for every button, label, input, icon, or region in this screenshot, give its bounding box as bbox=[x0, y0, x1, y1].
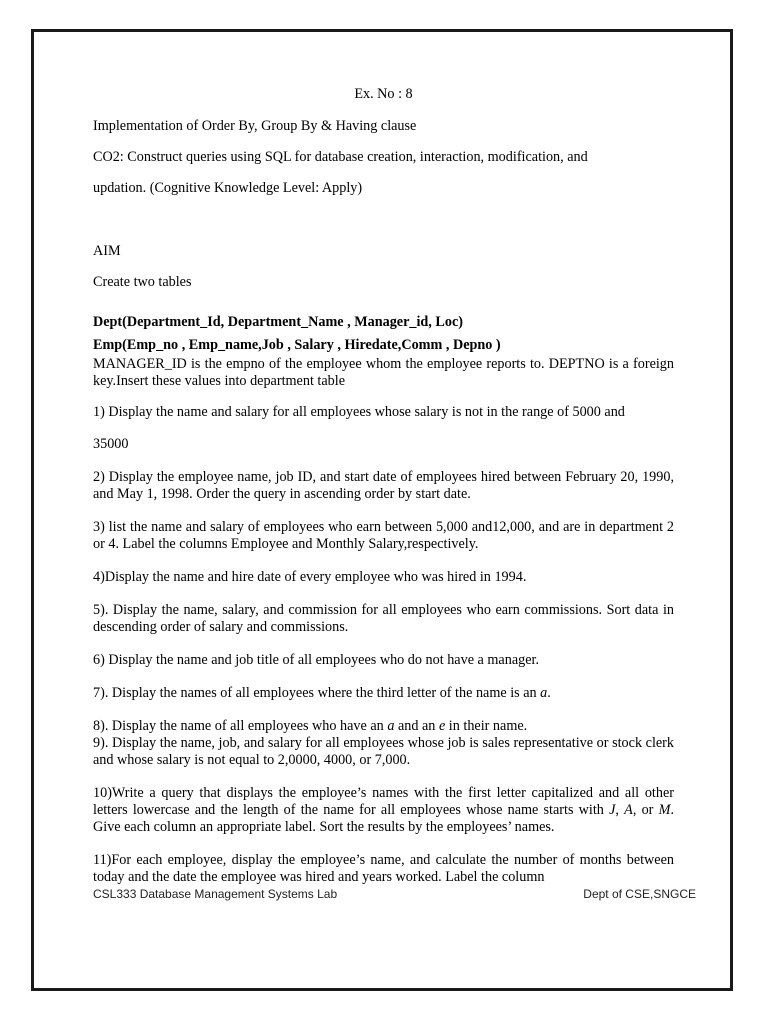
exercise-title: Implementation of Order By, Group By & Having clause bbox=[93, 118, 417, 134]
manager-note: MANAGER_ID is the empno of the employee whom the employee reports to. DEPTNO is a foreign key.Insert these values into department table bbox=[93, 356, 674, 389]
create-tables-text: Create two tables bbox=[93, 274, 192, 290]
question-6: 6) Display the name and job title of all employees who do not have a manager. bbox=[93, 652, 539, 668]
question-7: 7). Display the names of all employees where the third letter of the name is an a. bbox=[93, 685, 551, 701]
page-footer bbox=[93, 887, 696, 905]
course-outcome-line-1: CO2: Construct queries using SQL for database creation, interaction, modification, and bbox=[93, 149, 588, 165]
exercise-number: Ex. No : 8 bbox=[354, 86, 413, 102]
question-10: 10)Write a query that displays the employee’s names with the first letter capitalized and all other letters lowercase and the length of the name for all employees whose name starts with J, A, or M. Give each column an appropriate label. Sort the results by the employees’ names. bbox=[93, 785, 674, 835]
question-8: 8). Display the name of all employees who have an a and an e in their name. bbox=[93, 718, 528, 734]
emp-schema: Emp(Emp_no , Emp_name,Job , Salary , Hiredate,Comm , Depno ) bbox=[93, 337, 501, 353]
question-1-line-1: 1) Display the name and salary for all employees whose salary is not in the range of 5000 and bbox=[93, 404, 625, 420]
course-outcome-line-2: updation. (Cognitive Knowledge Level: Apply) bbox=[93, 180, 363, 196]
question-9: 9). Display the name, job, and salary for all employees whose job is sales representative or stock clerk and whose salary is not equal to 2,0000, 4000, or 7,000. bbox=[93, 735, 674, 768]
footer-course-name: CSL333 Database Management Systems Lab bbox=[93, 887, 338, 901]
dept-schema: Dept(Department_Id, Department_Name , Manager_id, Loc) bbox=[93, 314, 463, 330]
question-4: 4)Display the name and hire date of every employee who was hired in 1994. bbox=[93, 569, 527, 585]
footer-department: Dept of CSE,SNGCE bbox=[583, 887, 696, 901]
question-3: 3) list the name and salary of employees who earn between 5,000 and12,000, and are in department 2 or 4. Label the columns Employee and Monthly Salary,respectively. bbox=[93, 519, 674, 552]
question-5: 5). Display the name, salary, and commission for all employees who earn commissions. Sort data in descending order of salary and commissions. bbox=[93, 602, 674, 635]
document-body bbox=[93, 86, 674, 886]
question-11: 11)For each employee, display the employee’s name, and calculate the number of months between today and the date the employee was hired and years worked. Label the column bbox=[93, 852, 674, 885]
question-1-line-2: 35000 bbox=[93, 436, 129, 452]
aim-heading: AIM bbox=[93, 243, 121, 259]
question-2: 2) Display the employee name, job ID, and start date of employees hired between February 20, 1990, and May 1, 1998. Order the query in ascending order by start date. bbox=[93, 469, 674, 502]
